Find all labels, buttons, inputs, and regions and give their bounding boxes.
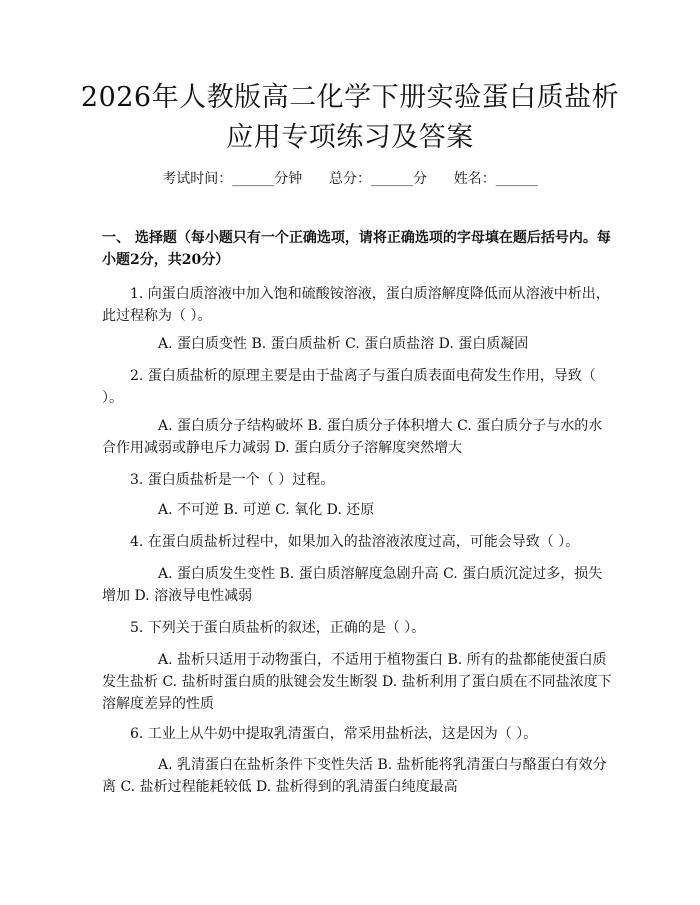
question-6: 6. 工业上从牛奶中提取乳清蛋白，常采用盐析法，这是因为（ ）。 [130,726,538,742]
question-2-options: A. 蛋白质分子结构破坏 B. 蛋白质分子体积增大 C. 蛋白质分子与水的水合作用减弱或静电斥力减弱 D. 蛋白质分子溶解度突然增大 [102,418,603,456]
question-3: 3. 蛋白质盐析是一个（ ）过程。 [130,472,335,488]
question-1: 1. 向蛋白质溶液中加入饱和硫酸铵溶液，蛋白质溶解度降低而从溶液中析出，此过程称为（ ）。 [102,286,610,324]
question-3-options: A. 不可逆 B. 可逆 C. 氧化 D. 还原 [158,502,375,518]
title-line-2: 应用专项练习及答案 [226,122,474,153]
section-heading: 一、 选择题（每小题只有一个正确选项，请将正确选项的字母填在题后括号内。每小题2分，共20分） [102,230,611,268]
page-title [60,78,640,158]
exam-meta: 考试时间：______分钟 总分：______分 姓名：______ [162,171,538,187]
question-4: 4. 在蛋白质盐析过程中，如果加入的盐溶液浓度过高，可能会导致（ ）。 [130,534,580,550]
question-4-options: A. 蛋白质发生变性 B. 蛋白质溶解度急剧升高 C. 蛋白质沉淀过多，损失增加 D. 溶液导电性减弱 [102,566,603,604]
title-line-1: 2026年人教版高二化学下册实验蛋白质盐析 [80,82,620,113]
question-2: 2. 蛋白质盐析的原理主要是由于盐离子与蛋白质表面电荷发生作用，导致（ ）。 [102,368,596,406]
question-1-options: A. 蛋白质变性 B. 蛋白质盐析 C. 蛋白质盐溶 D. 蛋白质凝固 [158,336,529,352]
question-6-options: A. 乳清蛋白在盐析条件下变性失活 B. 盐析能将乳清蛋白与酪蛋白有效分离 C. 盐析过程能耗较低 D. 盐析得到的乳清蛋白纯度最高 [102,757,607,795]
question-5-options: A. 盐析只适用于动物蛋白，不适用于植物蛋白 B. 所有的盐都能使蛋白质发生盐析 C. 盐析时蛋白质的肽键会发生断裂 D. 盐析利用了蛋白质在不同盐浓度下溶解度差异的性质 [102,652,612,712]
question-5: 5. 下列关于蛋白质盐析的叙述，正确的是（ ）。 [130,620,426,636]
